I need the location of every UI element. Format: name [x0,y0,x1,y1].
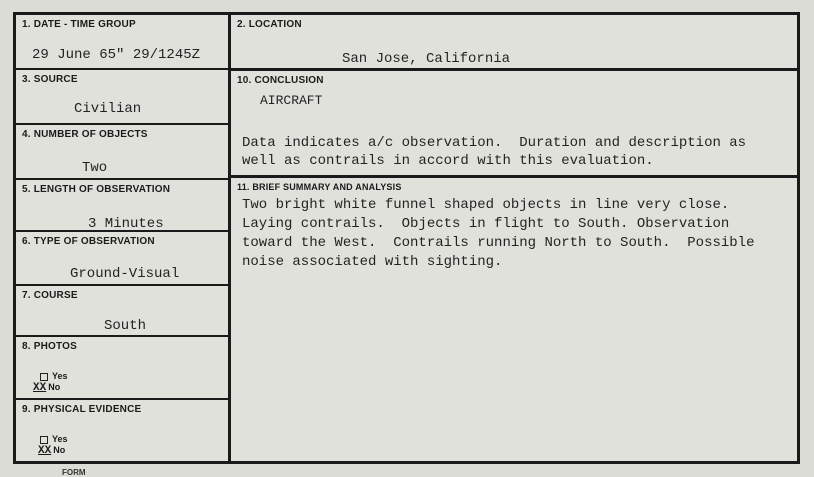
physical-evidence-no-option [38,445,65,457]
conclusion-line-2: well as contrails in accord with this evaluation. [242,153,654,169]
number-of-objects-value: Two [82,160,108,176]
project-record-card [13,12,800,464]
source-cell [16,70,228,125]
photos-no-option [33,382,60,394]
right-column [231,15,797,461]
number-of-objects-cell [16,125,228,180]
type-of-observation-value: Ground-Visual [70,266,180,282]
location-value: San Jose, California [342,51,511,67]
summary-label: 11. BRIEF SUMMARY AND ANALYSIS [237,182,402,192]
summary-line-4: noise associated with sighting. [242,254,503,270]
location-cell [231,15,797,71]
source-value: Civilian [74,101,142,117]
course-value: South [104,318,147,334]
conclusion-label: 10. CONCLUSION [237,75,324,86]
type-of-observation-label: 6. TYPE OF OBSERVATION [22,236,155,247]
photos-label: 8. PHOTOS [22,341,77,352]
date-time-group-cell [16,15,228,70]
summary-line-2: Laying contrails. Objects in flight to South. Observation [242,216,730,232]
left-column [16,15,231,461]
number-of-objects-label: 4. NUMBER OF OBJECTS [22,129,148,140]
conclusion-value: AIRCRAFT [260,93,323,108]
conclusion-cell [231,71,797,178]
physical-evidence-yes-label: Yes [52,434,68,444]
photos-no-label: No [48,382,61,392]
conclusion-line-1: Data indicates a/c observation. Duration and description as [242,135,747,151]
length-of-observation-label: 5. LENGTH OF OBSERVATION [22,184,171,195]
summary-line-3: toward the West. Contrails running North to South. Possible [242,235,755,251]
length-of-observation-cell [16,180,228,232]
source-label: 3. SOURCE [22,74,78,85]
date-time-group-label: 1. DATE - TIME GROUP [22,19,136,30]
physical-evidence-yes-option [40,434,68,444]
photos-yes-checkbox [40,373,48,381]
physical-evidence-label: 9. PHYSICAL EVIDENCE [22,404,142,415]
date-time-group-value: 29 June 65" 29/1245Z [32,47,201,63]
length-of-observation-value: 3 Minutes [88,216,164,232]
summary-line-1: Two bright white funnel shaped objects in line very close. [242,197,730,213]
location-label: 2. LOCATION [237,19,302,30]
course-label: 7. COURSE [22,290,78,301]
summary-cell [231,178,797,461]
photos-yes-option [40,371,68,381]
photos-yes-label: Yes [52,371,68,381]
type-of-observation-cell [16,232,228,286]
form-footer: FORM [62,468,86,477]
physical-evidence-yes-checkbox [40,436,48,444]
photos-no-typed-mark: XX [33,382,47,394]
physical-evidence-cell [16,400,228,461]
photos-cell [16,337,228,400]
physical-evidence-no-typed-mark: XX [38,445,52,457]
course-cell [16,286,228,337]
physical-evidence-no-label: No [53,445,66,455]
